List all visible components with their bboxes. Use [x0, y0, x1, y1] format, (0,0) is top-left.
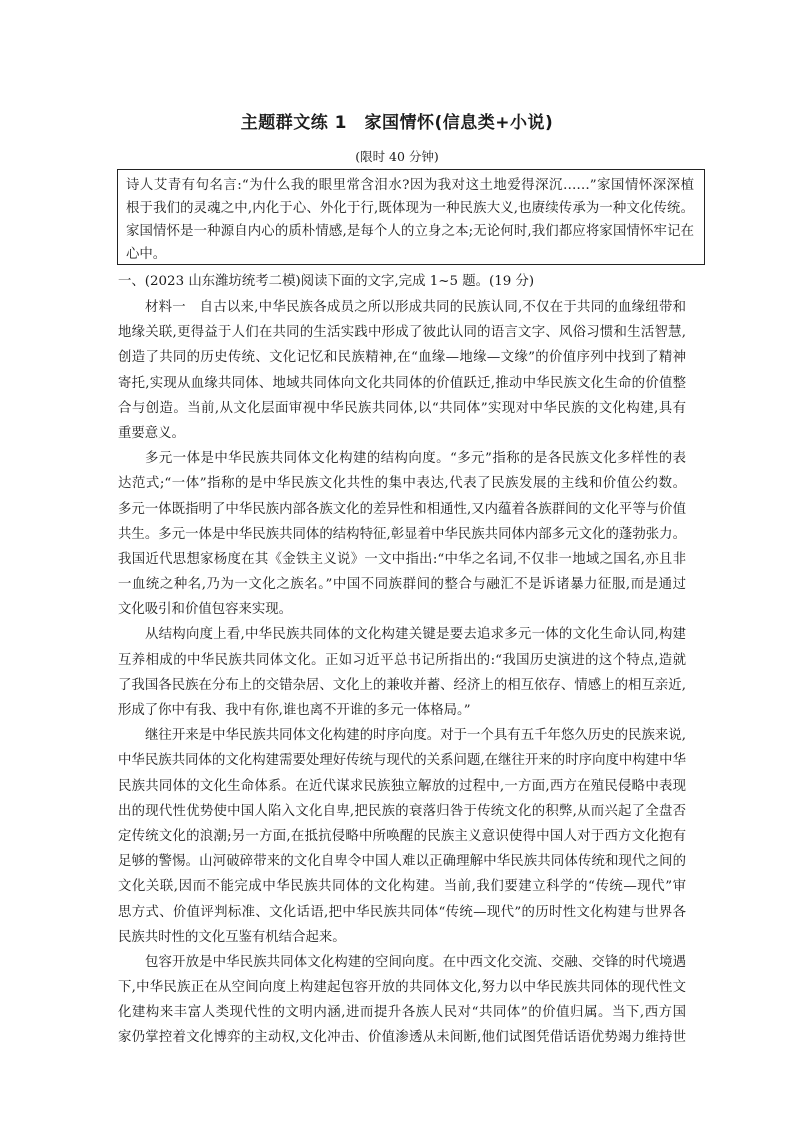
passage-line: 多元一体是中华民族共同体文化构建的结构向度。“多元”指称的是各民族文化多样性的表	[145, 451, 686, 467]
passage-line: 民族共时性的文化互鉴有机结合起来。	[118, 929, 346, 945]
passage-line: 思方式、价值评判标准、文化话语,把中华民族共同体“传统—现代”的历时性文化构建与世界各	[118, 904, 686, 920]
passage-line: 包容开放是中华民族共同体文化构建的空间向度。在中西文化交流、交融、交锋的时代境遇	[145, 954, 686, 970]
passage-line: 互养相成的中华民族共同体文化。正如习近平总书记所指出的:“我国历史演进的这个特点,造就	[118, 652, 686, 668]
passage-line: 民族共同体的文化生命体系。在近代谋求民族独立解放的过程中,一方面,西方在殖民侵略中表现	[118, 778, 686, 794]
intro-line: 诗人艾青有句名言:“为什么我的眼里常含泪水?因为我对这土地爱得深沉……”家国情怀深深植	[126, 178, 694, 193]
passage-line: 足够的警惕。山河破碎带来的文化自卑令中国人难以正确理解中华民族共同体传统和现代之间的	[118, 854, 686, 870]
passage-line: 中华民族共同体的文化构建需要处理好传统与现代的关系问题,在继往开来的时序向度中构建中华	[118, 753, 686, 769]
passage-line: 材料一 自古以来,中华民族各成员之所以形成共同的民族认同,不仅在于共同的血缘纽带和	[145, 300, 686, 315]
passage-paragraph	[118, 950, 686, 1051]
passage-line: 寄托,实现从血缘共同体、地域共同体向文化共同体的价值跃迁,推动中华民族文化生命的价值整	[118, 375, 686, 391]
passage-line: 出的现代性优势使中国人陷入文化自卑,把民族的衰落归咎于传统文化的积弊,从而兴起了全盘否	[118, 803, 686, 819]
passage-line: 定传统文化的浪潮;另一方面,在抵抗侵略中所唤醒的民族主义意识使得中国人对于西方文化抱有	[118, 828, 686, 844]
passage-paragraph	[118, 622, 686, 723]
passage-line: 了我国各民族在分布上的交错杂居、文化上的兼收并蓄、经济上的相互依存、情感上的相互亲近,	[118, 677, 686, 693]
passage-line: 从结构向度上看,中华民族共同体的文化构建关键是要去追求多元一体的文化生命认同,构建	[145, 627, 686, 643]
passage-paragraph	[118, 723, 686, 950]
passage-line: 地缘关联,更得益于人们在共同的生活实践中形成了彼此认同的语言文字、风俗习惯和生活智慧,	[118, 325, 686, 341]
passage-line: 继往开来是中华民族共同体文化构建的时序向度。对于一个具有五千年悠久历史的民族来说,	[145, 728, 686, 744]
intro-line: 根于我们的灵魂之中,内化于心、外化于行,既体现为一种民族大义,也赓续传承为一种文化传统。	[126, 201, 694, 216]
passage-line: 重要意义。	[118, 425, 185, 441]
time-limit: (限时 40 分钟)	[355, 149, 439, 164]
passage-line: 文化关联,因而不能完成中华民族共同体的文化构建。当前,我们要建立科学的“传统—现代”审	[118, 879, 686, 895]
passage-paragraph	[118, 295, 686, 446]
passage-line: 化建构来丰富人类现代性的文明内涵,进而提升各族人民对“共同体”的价值归属。当下,西方国	[118, 1005, 686, 1021]
reading-passage	[118, 270, 686, 1051]
passage-body	[118, 295, 686, 1051]
passage-line: 达范式;“一体”指称的是中华民族文化共性的集中表达,代表了民族发展的主线和价值公约数。	[118, 476, 686, 492]
passage-line: 下,中华民族正在从空间向度上构建起包容开放的共同体文化,努力以中华民族共同体的现代性文	[118, 980, 686, 996]
passage-line: 创造了共同的历史传统、文化记忆和民族精神,在“血缘—地缘—文缘”的价值序列中找到了精神	[118, 350, 686, 366]
passage-line: 一血统之种名,乃为一文化之族名。”中国不同族群间的整合与融汇不是诉诸暴力征服,而是通过	[118, 577, 686, 593]
passage-line: 文化吸引和价值包容来实现。	[118, 602, 293, 618]
intro-line: 心中。	[126, 247, 167, 262]
passage-line: 家仍掌控着文化博弈的主动权,文化冲击、价值渗透从未间断,他们试图凭借话语优势竭力维持世	[118, 1030, 686, 1046]
passage-line: 形成了你中有我、我中有你,谁也离不开谁的多元一体格局。”	[118, 703, 471, 718]
passage-line: 合与创造。当前,从文化层面审视中华民族共同体,以“共同体”实现对中华民族的文化构建,具有	[118, 400, 686, 416]
passage-line: 共生。多元一体是中华民族共同体的结构特征,彰显着中华民族共同体内部多元文化的蓬勃张力。	[118, 526, 686, 542]
question-heading: 一、(2023 山东潍坊统考二模)阅读下面的文字,完成 1~5 题。(19 分)	[118, 274, 535, 289]
passage-line: 我国近代思想家杨度在其《金铁主义说》一文中指出:“中华之名词,不仅非一地域之国名,亦且非	[118, 551, 686, 567]
passage-line: 多元一体既指明了中华民族内部各族文化的差异性和相通性,又内蕴着各族群间的文化平等与价值	[118, 501, 686, 517]
passage-paragraph	[118, 446, 686, 622]
page-title: 主题群文练 1 家国情怀(信息类+小说)	[240, 113, 554, 133]
intro-box	[117, 169, 705, 265]
intro-line: 家国情怀是一种源自内心的质朴情感,是每个人的立身之本;无论何时,我们都应将家国情怀牢记在	[126, 224, 694, 239]
